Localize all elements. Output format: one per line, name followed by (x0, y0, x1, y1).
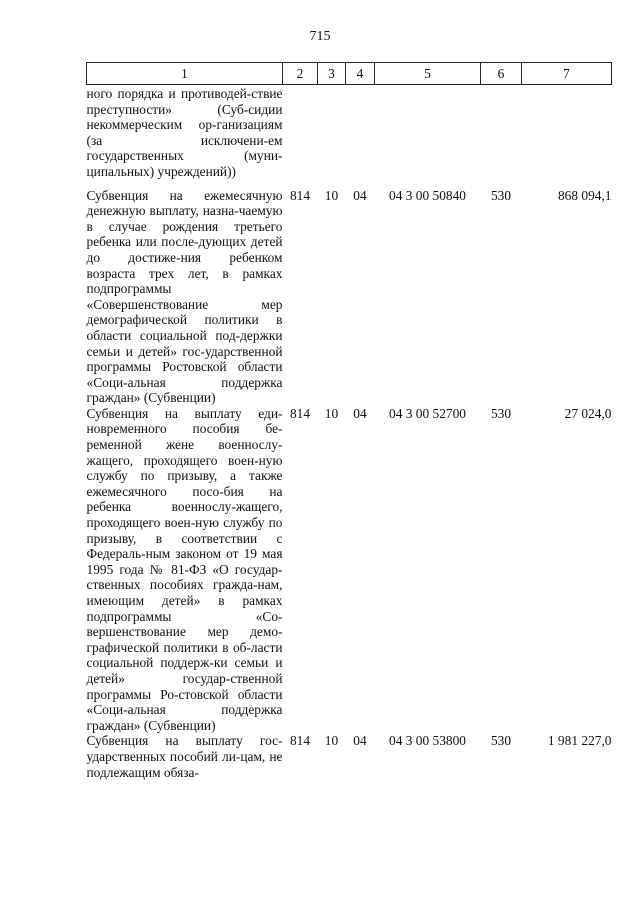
row-description: Субвенция на выплату гос-ударственных пособий ли-цам, не подлежащим обяза- (86, 733, 283, 780)
row-description: Субвенция на ежемесячную денежную выплату, назна-чаемую в случае рождения третьего ребенка или после-дующих детей до достиже-ния ребенком возраста трех лет, в рамках подпрограммы «Совершенствование мер демографической политики в области социальной под-держки семьи и детей» гос-ударственной программы Ростовской области «Соци-альная поддержка граждан» (Субвенции) (86, 187, 283, 406)
budget-table (86, 62, 612, 780)
row-col-2 (283, 85, 318, 188)
row-col-5: 04 3 00 53800 (389, 733, 466, 749)
table-body (87, 85, 612, 781)
row-col-6: 530 (490, 733, 512, 749)
header-row (87, 63, 612, 85)
row-col-4: 04 (353, 733, 367, 749)
table-row (87, 85, 612, 188)
row-amount: 868 094,1 (557, 187, 612, 203)
row-col-3: 10 (324, 187, 339, 203)
row-col-5 (375, 85, 481, 188)
row-description: Субвенция на выплату еди-новременного пособия бе-ременной жене военнослу-жащего, проходящего воен-ную службу по призыву, а также ежемесячного посо-бия на ребенка военнослу-жащего, проходящего воен-ную службу по призыву, в соответствии с Федераль-ным законом от 19 мая 1995 года № 81-ФЗ «О государ-ственных пособиях гражда-нам, имеющим детей» в рамках подпрограммы «Со-вершенствование мер демо-графической политики в об-ласти социальной поддерж-ки семьи и детей» государ-ственной программы Ро-стовской области «Соци-альная поддержка граждан» (Субвенции) (86, 405, 283, 733)
header-col-5: 5 (375, 63, 481, 85)
table-row (87, 406, 612, 733)
row-col-6: 530 (490, 187, 512, 203)
header-col-1: 1 (87, 63, 283, 85)
table-header (87, 63, 612, 85)
row-col-5: 04 3 00 52700 (389, 405, 466, 421)
row-col-6 (481, 85, 522, 188)
row-col-5: 04 3 00 50840 (389, 187, 466, 203)
row-col-2: 814 (289, 733, 311, 749)
header-col-4: 4 (346, 63, 375, 85)
table-row (87, 188, 612, 406)
row-col-4: 04 (353, 187, 367, 203)
row-col-2: 814 (289, 187, 311, 203)
row-amount: 1 981 227,0 (547, 733, 612, 749)
header-col-7: 7 (522, 63, 612, 85)
row-col-3: 10 (324, 405, 339, 421)
row-amount (522, 85, 612, 188)
row-col-4 (346, 85, 375, 188)
row-col-3 (318, 85, 346, 188)
header-col-3: 3 (318, 63, 346, 85)
row-amount: 27 024,0 (564, 405, 612, 421)
row-col-6: 530 (490, 405, 512, 421)
row-col-3: 10 (324, 733, 339, 749)
table-row (87, 733, 612, 780)
header-col-6: 6 (481, 63, 522, 85)
row-col-4: 04 (353, 405, 367, 421)
page-number: 715 (309, 29, 331, 44)
row-col-2: 814 (289, 405, 311, 421)
row-description: ного порядка и противодей-ствие преступности» (Суб-сидии некоммерческим ор-ганизациям (за исключени-ем государственных (муни-ципальных) учреждений)) (86, 86, 283, 179)
header-col-2: 2 (283, 63, 318, 85)
